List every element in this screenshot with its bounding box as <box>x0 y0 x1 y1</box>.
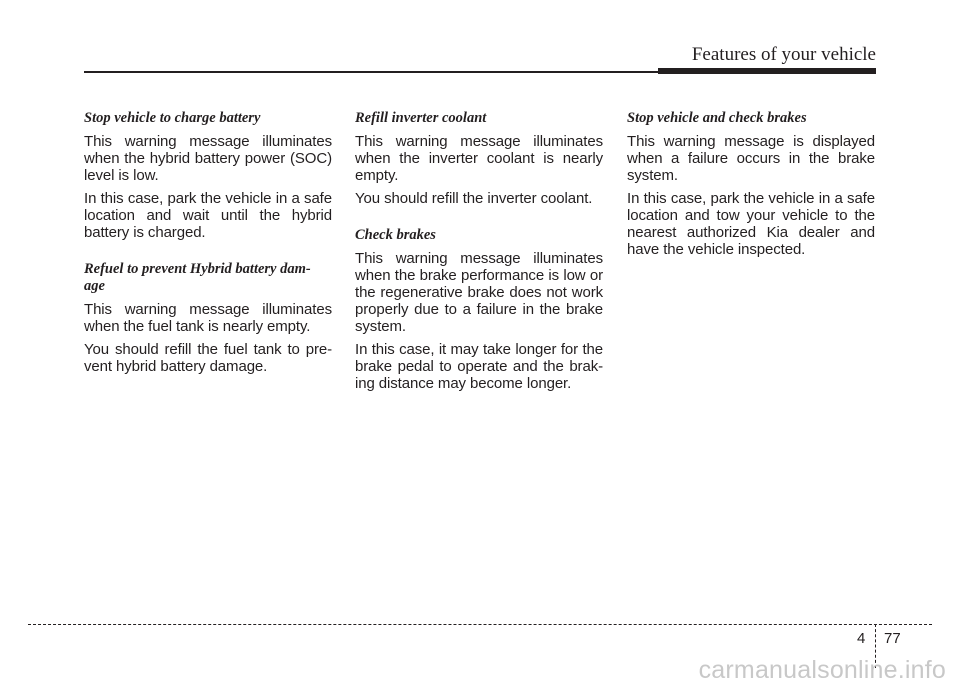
section-check-brakes <box>355 227 603 392</box>
paragraph: In this case, park the vehicle in a safe location and wait until the hybrid battery is charged. <box>84 190 332 241</box>
paragraph: This warning message illuminates when the inverter coolant is nearly empty. <box>355 133 603 184</box>
section-heading: Stop vehicle to charge battery <box>84 110 261 126</box>
text-column-3 <box>627 110 875 264</box>
section-refuel-prevent-damage <box>84 261 332 375</box>
section-refill-inverter-coolant <box>355 110 603 207</box>
paragraph: This warning message illuminates when the fuel tank is nearly empty. <box>84 301 332 335</box>
text-column-1 <box>84 110 332 381</box>
section-heading: Refill inverter coolant <box>355 110 487 126</box>
paragraph: In this case, park the vehicle in a safe location and tow your vehicle to the nearest authorized Kia dealer and have the vehicle inspected. <box>627 190 875 258</box>
page-number: 77 <box>884 630 901 647</box>
section-heading: Check brakes <box>355 227 436 243</box>
header-rule-accent <box>658 68 876 74</box>
paragraph: In this case, it may take longer for the brake pedal to operate and the brak- ing distance may become longer. <box>355 341 603 392</box>
section-heading <box>84 261 332 295</box>
watermark: carmanualsonline.info <box>698 656 946 684</box>
paragraph: This warning message illuminates when the hybrid battery power (SOC) level is low. <box>84 133 332 184</box>
text-column-2 <box>355 110 603 398</box>
paragraph: This warning message illuminates when the brake performance is low or the regenerative brake does not work properly due to a failure in the brake system. <box>355 250 603 335</box>
footer-rule <box>28 624 932 625</box>
section-stop-vehicle-charge <box>84 110 332 241</box>
chapter-number: 4 <box>857 630 866 647</box>
page-header-title: Features of your vehicle <box>691 44 876 65</box>
section-stop-vehicle-check-brakes <box>627 110 875 258</box>
section-heading-text: Refuel to prevent Hybrid battery dam- age <box>84 261 311 294</box>
paragraph: You should refill the fuel tank to pre- vent hybrid battery damage. <box>84 341 332 375</box>
paragraph: This warning message is displayed when a failure occurs in the brake system. <box>627 133 875 184</box>
header-rule <box>84 71 658 73</box>
section-heading: Stop vehicle and check brakes <box>627 110 807 126</box>
paragraph: You should refill the inverter coolant. <box>355 190 593 207</box>
